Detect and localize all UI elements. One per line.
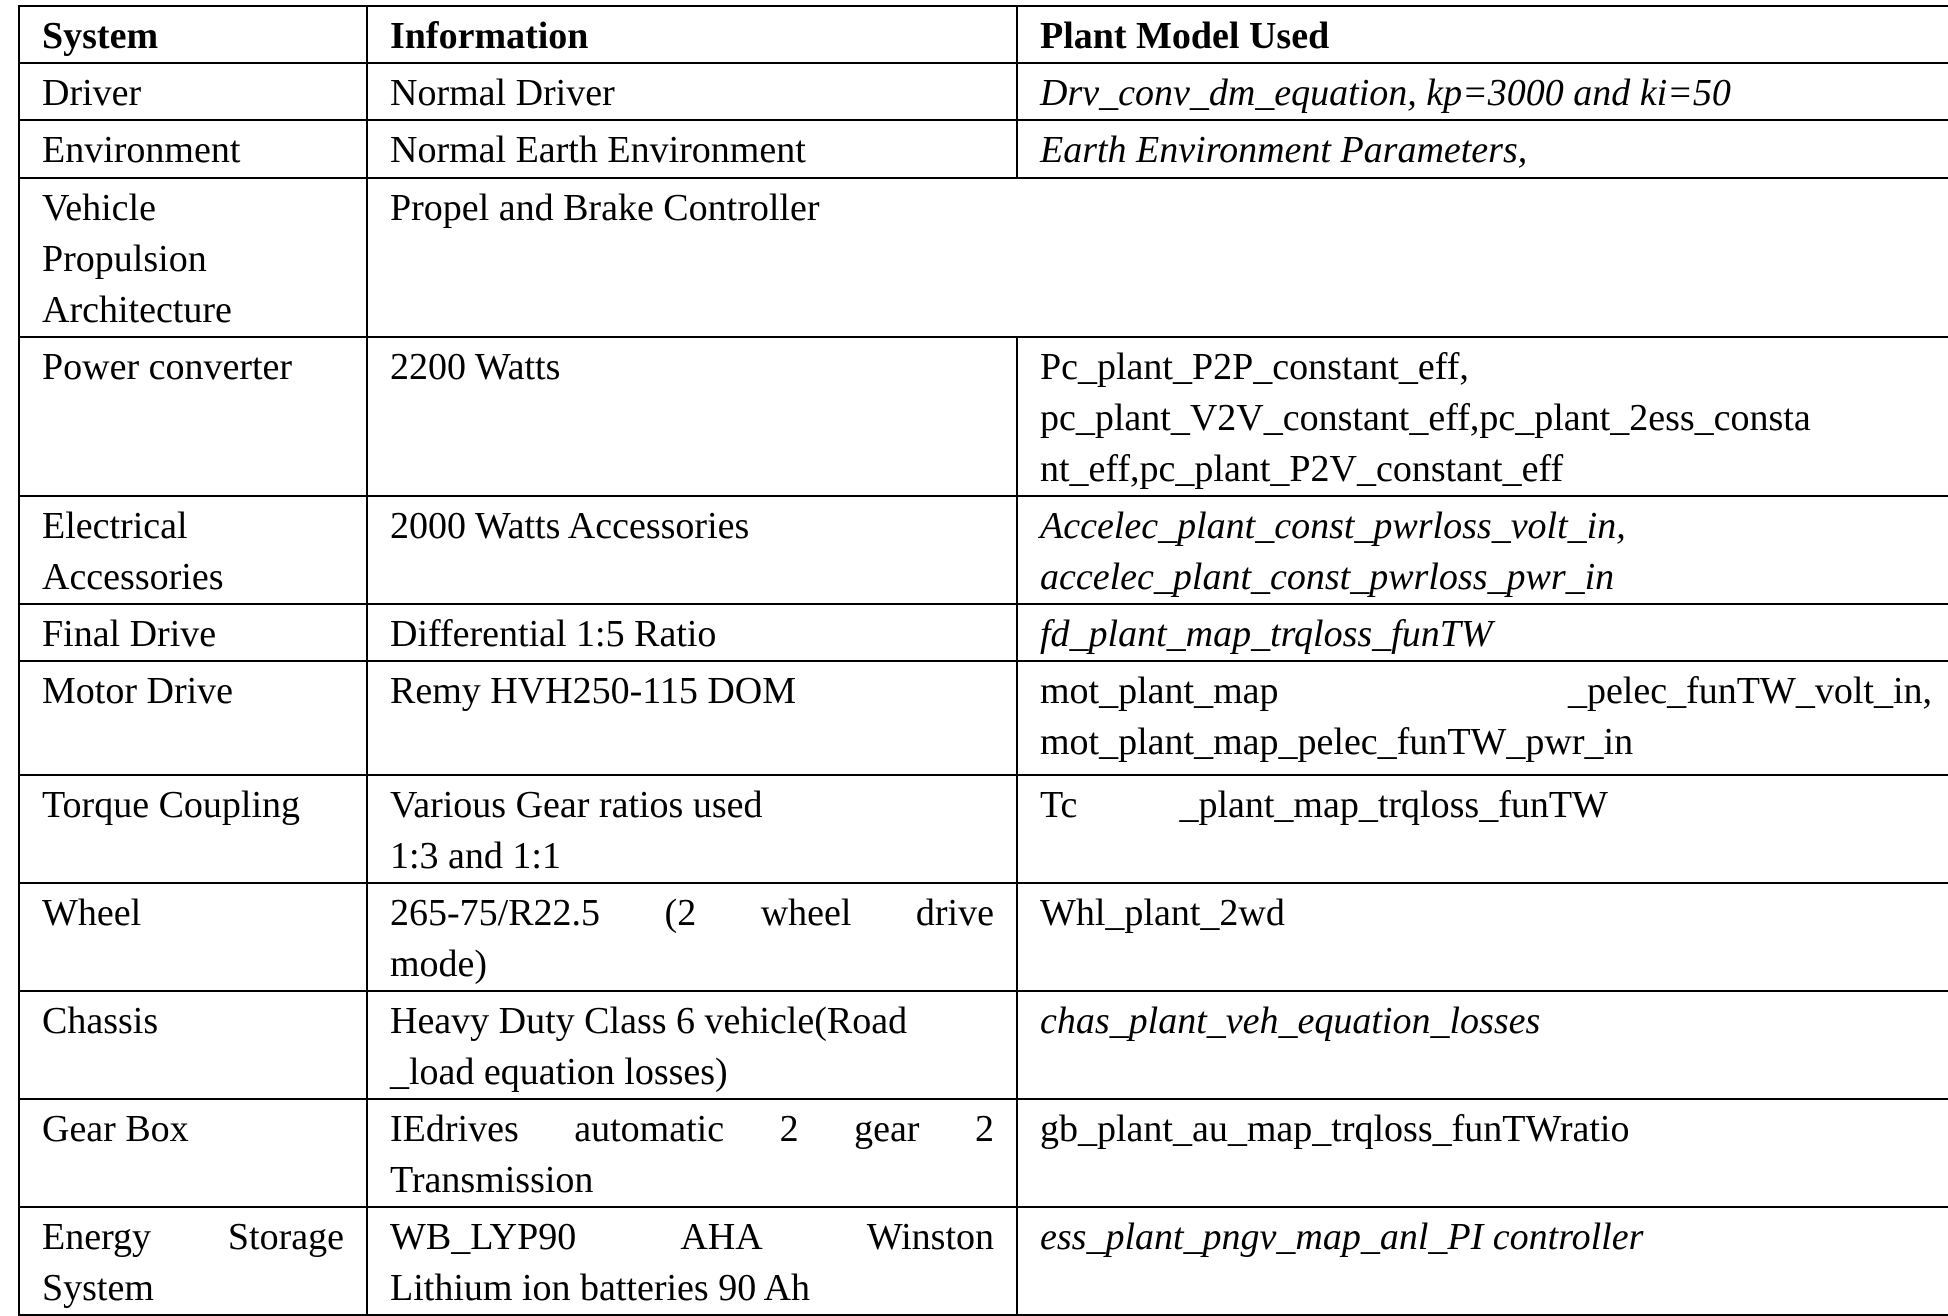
cell-plant-model: Whl_plant_2wd: [1017, 883, 1948, 991]
cell-system: Driver: [19, 63, 367, 120]
cell-information: Differential 1:5 Ratio: [367, 604, 1017, 661]
cell-system-line: System: [42, 1267, 154, 1309]
cell-information: Normal Earth Environment: [367, 120, 1017, 178]
cell-plant-model: [1017, 337, 1948, 496]
cell-information-part: 2: [974, 1108, 994, 1150]
cell-information-line: [390, 1212, 994, 1263]
cell-plant-model-line: Accelec_plant_const_pwrloss_volt_in,: [1040, 505, 1626, 547]
cell-plant-model-part: mot_plant_map: [1040, 670, 1279, 712]
table-row-gear-box: [19, 1099, 1948, 1207]
table-row-energy-storage-system: [19, 1207, 1948, 1315]
table-row-torque-coupling: [19, 775, 1948, 883]
cell-information-line: Transmission: [390, 1159, 594, 1201]
cell-plant-model: Earth Environment Parameters,: [1017, 120, 1948, 178]
cell-information-line: Lithium ion batteries 90 Ah: [390, 1267, 811, 1309]
plant-model-table: [18, 5, 1948, 1316]
cell-plant-model-part: _plant_map_trqloss_funTW: [1179, 784, 1608, 826]
cell-information-line: mode): [390, 943, 488, 985]
cell-system: Torque Coupling: [19, 775, 367, 883]
cell-plant-model: [1017, 661, 1948, 775]
cell-system-line: Architecture: [42, 289, 232, 331]
cell-system: [19, 1207, 367, 1315]
cell-plant-model: fd_plant_map_trqloss_funTW: [1017, 604, 1948, 661]
column-header-system: System: [19, 6, 367, 63]
cell-system: Motor Drive: [19, 661, 367, 775]
cell-plant-model: ess_plant_pngv_map_anl_PI controller: [1017, 1207, 1948, 1315]
cell-information: 2000 Watts Accessories: [367, 496, 1017, 604]
cell-information: [367, 883, 1017, 991]
cell-plant-model: chas_plant_veh_equation_losses: [1017, 991, 1948, 1099]
cell-system: [19, 178, 367, 337]
cell-system-line: [42, 1212, 344, 1263]
cell-information-part: Winston: [866, 1216, 994, 1258]
cell-information-part: drive: [915, 892, 994, 934]
cell-information-part: IEdrives: [390, 1108, 519, 1150]
cell-information-line: 1:3 and 1:1: [390, 835, 561, 877]
cell-system: Chassis: [19, 991, 367, 1099]
cell-system-part: Energy: [42, 1216, 152, 1258]
cell-system: Environment: [19, 120, 367, 178]
cell-information: 2200 Watts: [367, 337, 1017, 496]
cell-information-part: automatic: [574, 1108, 725, 1150]
table-row-environment: [19, 120, 1948, 178]
cell-information-line: [390, 888, 994, 939]
cell-plant-model-line: nt_eff,pc_plant_P2V_constant_eff: [1040, 448, 1564, 490]
cell-information-part: wheel: [760, 892, 852, 934]
cell-information: [367, 1099, 1017, 1207]
cell-information-line: Heavy Duty Class 6 vehicle(Road: [390, 1000, 908, 1042]
cell-information-part: (2: [664, 892, 697, 934]
table-row-wheel: [19, 883, 1948, 991]
cell-plant-model-line: mot_plant_map_pelec_funTW_pwr_in: [1040, 721, 1634, 763]
cell-plant-model-line: [1040, 666, 1932, 717]
cell-information-line: [390, 1104, 994, 1155]
table-row-chassis: [19, 991, 1948, 1099]
cell-plant-model: gb_plant_au_map_trqloss_funTWratio: [1017, 1099, 1948, 1207]
table-row-power-converter: [19, 337, 1948, 496]
column-header-information: Information: [367, 6, 1017, 63]
cell-plant-model-line: Pc_plant_P2P_constant_eff,: [1040, 346, 1469, 388]
cell-system: Power converter: [19, 337, 367, 496]
cell-system-line: Propulsion: [42, 238, 207, 280]
cell-information: [367, 775, 1017, 883]
cell-information-spanning: Propel and Brake Controller: [367, 178, 1948, 337]
cell-system-line: Vehicle: [42, 187, 156, 229]
table-row-electrical-accessories: [19, 496, 1948, 604]
table-header-row: [19, 6, 1948, 63]
cell-information-line: Various Gear ratios used: [390, 784, 763, 826]
cell-system-line: Accessories: [42, 556, 224, 598]
cell-information-part: 265-75/R22.5: [390, 892, 601, 934]
cell-system-part: Storage: [227, 1216, 344, 1258]
cell-system: Wheel: [19, 883, 367, 991]
cell-plant-model: [1017, 496, 1948, 604]
cell-plant-model: Drv_conv_dm_equation, kp=3000 and ki=50: [1017, 63, 1948, 120]
table-row-vehicle-propulsion-architecture: [19, 178, 1948, 337]
column-header-plant-model: Plant Model Used: [1017, 6, 1948, 63]
table-row-final-drive: [19, 604, 1948, 661]
cell-plant-model-line: accelec_plant_const_pwrloss_pwr_in: [1040, 556, 1615, 598]
cell-plant-model-part: _pelec_funTW_volt_in,: [1567, 670, 1932, 712]
cell-system: [19, 496, 367, 604]
cell-plant-model: [1017, 775, 1948, 883]
cell-information: Remy HVH250-115 DOM: [367, 661, 1017, 775]
cell-information-part: 2: [779, 1108, 799, 1150]
cell-system: Final Drive: [19, 604, 367, 661]
cell-system-line: Electrical: [42, 505, 188, 547]
table-row-motor-drive: [19, 661, 1948, 775]
table-row-driver: [19, 63, 1948, 120]
cell-plant-model-part: Tc: [1040, 784, 1078, 826]
cell-information-line: _load equation losses): [390, 1051, 728, 1093]
cell-information: Normal Driver: [367, 63, 1017, 120]
plant-model-table-container: [18, 5, 1948, 1316]
cell-information-part: gear: [854, 1108, 920, 1150]
cell-information: [367, 1207, 1017, 1315]
cell-plant-model-line: pc_plant_V2V_constant_eff,pc_plant_2ess_consta: [1040, 397, 1811, 439]
cell-information-part: WB_LYP90: [390, 1216, 577, 1258]
cell-system: Gear Box: [19, 1099, 367, 1207]
cell-information-part: AHA: [680, 1216, 763, 1258]
cell-information: [367, 991, 1017, 1099]
